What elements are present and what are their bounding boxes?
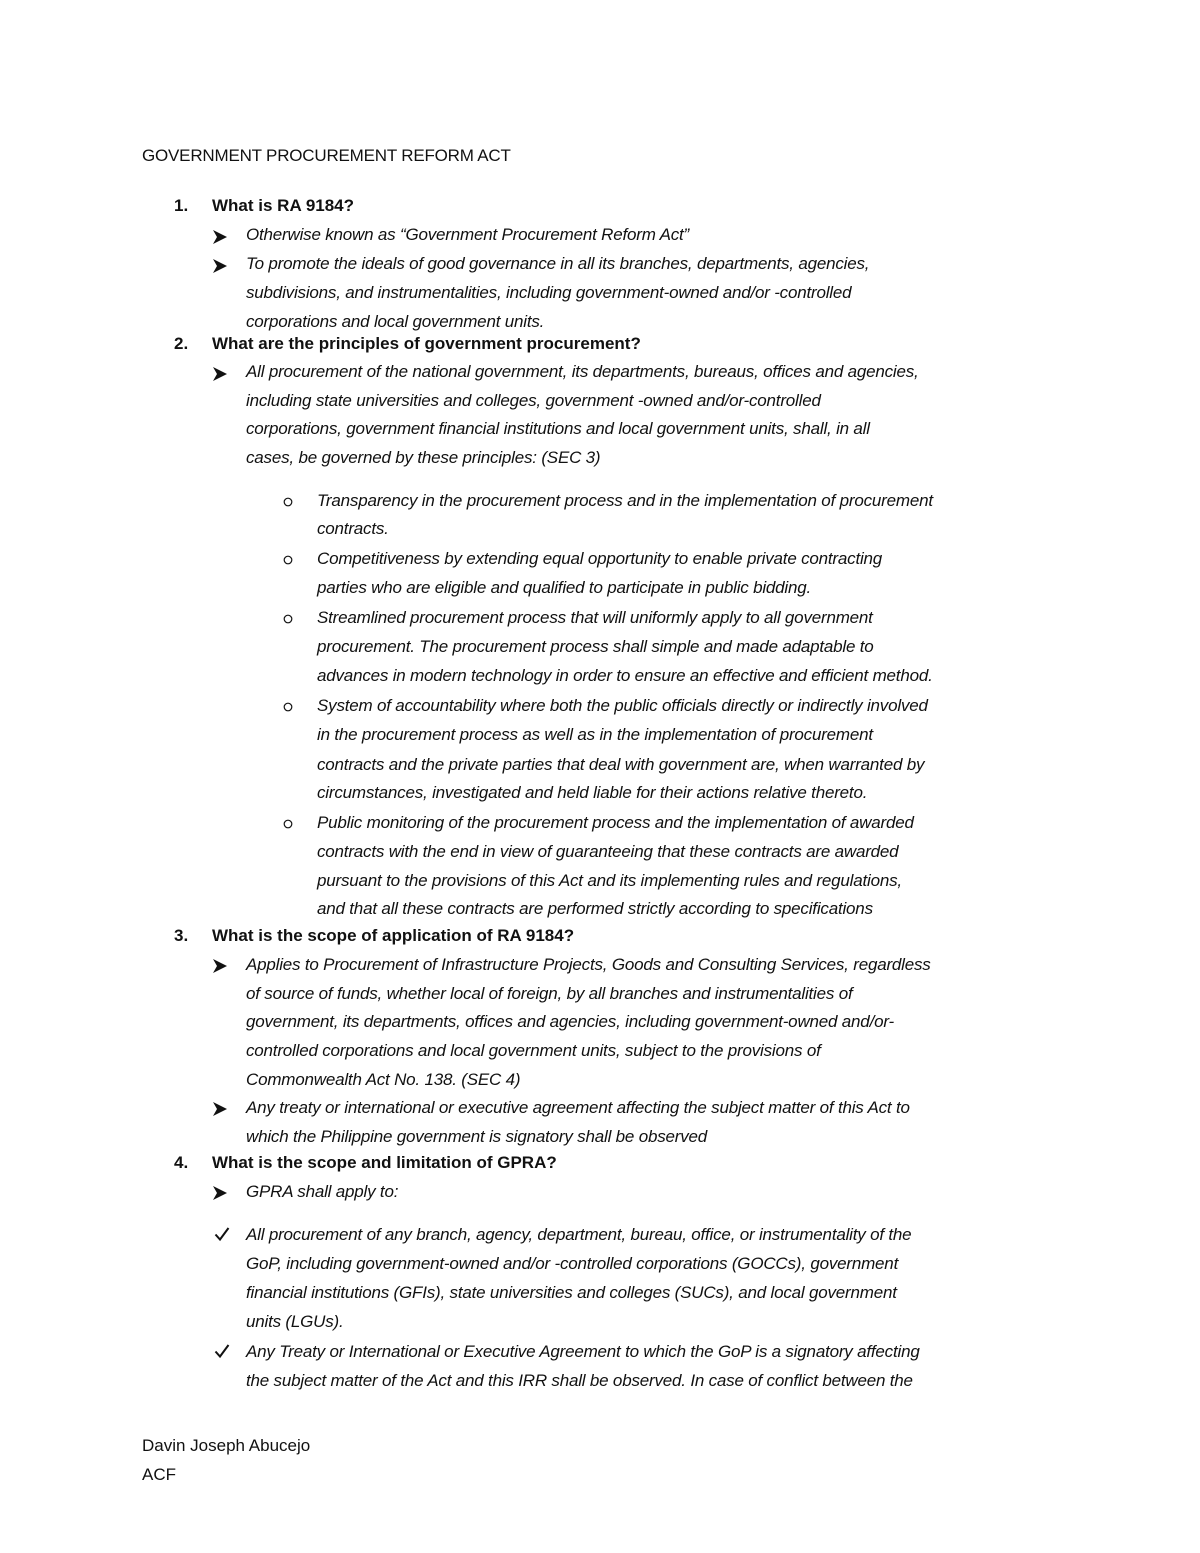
sub-list-item-line: in the procurement process as well as in the implementation of procurement bbox=[317, 725, 873, 744]
footer-author: Davin Joseph Abucejo bbox=[142, 1436, 311, 1455]
sub-list-item-line: Transparency in the procurement process and in the implementation of procurement bbox=[317, 491, 933, 510]
sub-list-item-line: Competitiveness by extending equal opportunity to enable private contracting bbox=[317, 549, 883, 568]
list-item-line: To promote the ideals of good governance in all its branches, departments, agencies, bbox=[246, 254, 870, 273]
list-item-line: Any treaty or international or executive agreement affecting the subject matter of this Act to bbox=[246, 1098, 910, 1117]
question-heading: What is the scope of application of RA 9184? bbox=[212, 926, 575, 945]
sub-list-item-line: contracts and the private parties that deal with government are, when warranted by bbox=[317, 755, 925, 774]
list-item-line: GoP, including government-owned and/or -controlled corporations (GOCCs), government bbox=[246, 1254, 899, 1273]
list-item-line: controlled corporations and local government units, subject to the provisions of bbox=[246, 1041, 821, 1060]
question-heading: What are the principles of government procurement? bbox=[212, 334, 641, 353]
arrow-bullet-icon bbox=[212, 229, 228, 245]
check-bullet-icon bbox=[214, 1226, 230, 1242]
sub-list-item-line: Streamlined procurement process that will uniformly apply to all government bbox=[317, 608, 873, 627]
sub-list-item-line: contracts with the end in view of guaranteeing that these contracts are awarded bbox=[317, 842, 899, 861]
sub-list-item-line: and that all these contracts are performed strictly according to specifications bbox=[317, 899, 873, 918]
sub-list-item-line: pursuant to the provisions of this Act and its implementing rules and regulations, bbox=[317, 871, 902, 890]
list-item-line: Commonwealth Act No. 138. (SEC 4) bbox=[246, 1070, 521, 1089]
question-number: 2. bbox=[174, 334, 189, 353]
question-heading: What is the scope and limitation of GPRA? bbox=[212, 1153, 557, 1172]
footer-org: ACF bbox=[142, 1465, 176, 1484]
list-item-line: government, its departments, offices and agencies, including government-owned and/or- bbox=[246, 1012, 894, 1031]
question-heading: What is RA 9184? bbox=[212, 196, 355, 215]
check-bullet-icon bbox=[214, 1343, 230, 1359]
arrow-bullet-icon bbox=[212, 1101, 228, 1117]
sub-list-item-line: parties who are eligible and qualified to participate in public bidding. bbox=[317, 578, 812, 597]
list-item-line: GPRA shall apply to: bbox=[246, 1182, 399, 1201]
arrow-bullet-icon bbox=[212, 366, 228, 382]
question-number: 3. bbox=[174, 926, 189, 945]
sub-list-item-line: contracts. bbox=[317, 519, 389, 538]
sub-list-item-line: circumstances, investigated and held liable for their actions relative thereto. bbox=[317, 783, 868, 802]
list-item-line: of source of funds, whether local of foreign, by all branches and instrumentalities of bbox=[246, 984, 853, 1003]
circle-bullet-icon bbox=[283, 614, 293, 624]
arrow-bullet-icon bbox=[212, 258, 228, 274]
list-item-line: corporations and local government units. bbox=[246, 312, 545, 331]
list-item-line: Any Treaty or International or Executive Agreement to which the GoP is a signatory affecting bbox=[246, 1342, 920, 1361]
question-number: 1. bbox=[174, 196, 189, 215]
sub-list-item-line: Public monitoring of the procurement process and the implementation of awarded bbox=[317, 813, 914, 832]
page-title: GOVERNMENT PROCUREMENT REFORM ACT bbox=[142, 146, 511, 165]
list-item-line: Applies to Procurement of Infrastructure Projects, Goods and Consulting Services, regardless bbox=[246, 955, 931, 974]
circle-bullet-icon bbox=[283, 702, 293, 712]
list-item-line: units (LGUs). bbox=[246, 1312, 344, 1331]
arrow-bullet-icon bbox=[212, 958, 228, 974]
list-item-line: the subject matter of the Act and this IRR shall be observed. In case of conflict between the bbox=[246, 1371, 913, 1390]
list-item-line: All procurement of any branch, agency, department, bureau, office, or instrumentality of the bbox=[246, 1225, 912, 1244]
list-item-line: cases, be governed by these principles: (SEC 3) bbox=[246, 448, 601, 467]
list-item-line: All procurement of the national government, its departments, bureaus, offices and agencies, bbox=[246, 362, 919, 381]
list-item-line: corporations, government financial institutions and local government units, shall, in all bbox=[246, 419, 870, 438]
circle-bullet-icon bbox=[283, 497, 293, 507]
list-item-line: financial institutions (GFIs), state universities and colleges (SUCs), and local government bbox=[246, 1283, 897, 1302]
circle-bullet-icon bbox=[283, 819, 293, 829]
list-item-line: subdivisions, and instrumentalities, including government-owned and/or -controlled bbox=[246, 283, 852, 302]
question-number: 4. bbox=[174, 1153, 189, 1172]
sub-list-item-line: advances in modern technology in order to ensure an effective and efficient method. bbox=[317, 666, 933, 685]
circle-bullet-icon bbox=[283, 555, 293, 565]
list-item-line: including state universities and colleges, government -owned and/or-controlled bbox=[246, 391, 821, 410]
arrow-bullet-icon bbox=[212, 1185, 228, 1201]
list-item-line: which the Philippine government is signatory shall be observed bbox=[246, 1127, 708, 1146]
list-item-line: Otherwise known as “Government Procurement Reform Act” bbox=[246, 225, 690, 244]
sub-list-item-line: System of accountability where both the public officials directly or indirectly involved bbox=[317, 696, 928, 715]
sub-list-item-line: procurement. The procurement process shall simple and made adaptable to bbox=[317, 637, 874, 656]
